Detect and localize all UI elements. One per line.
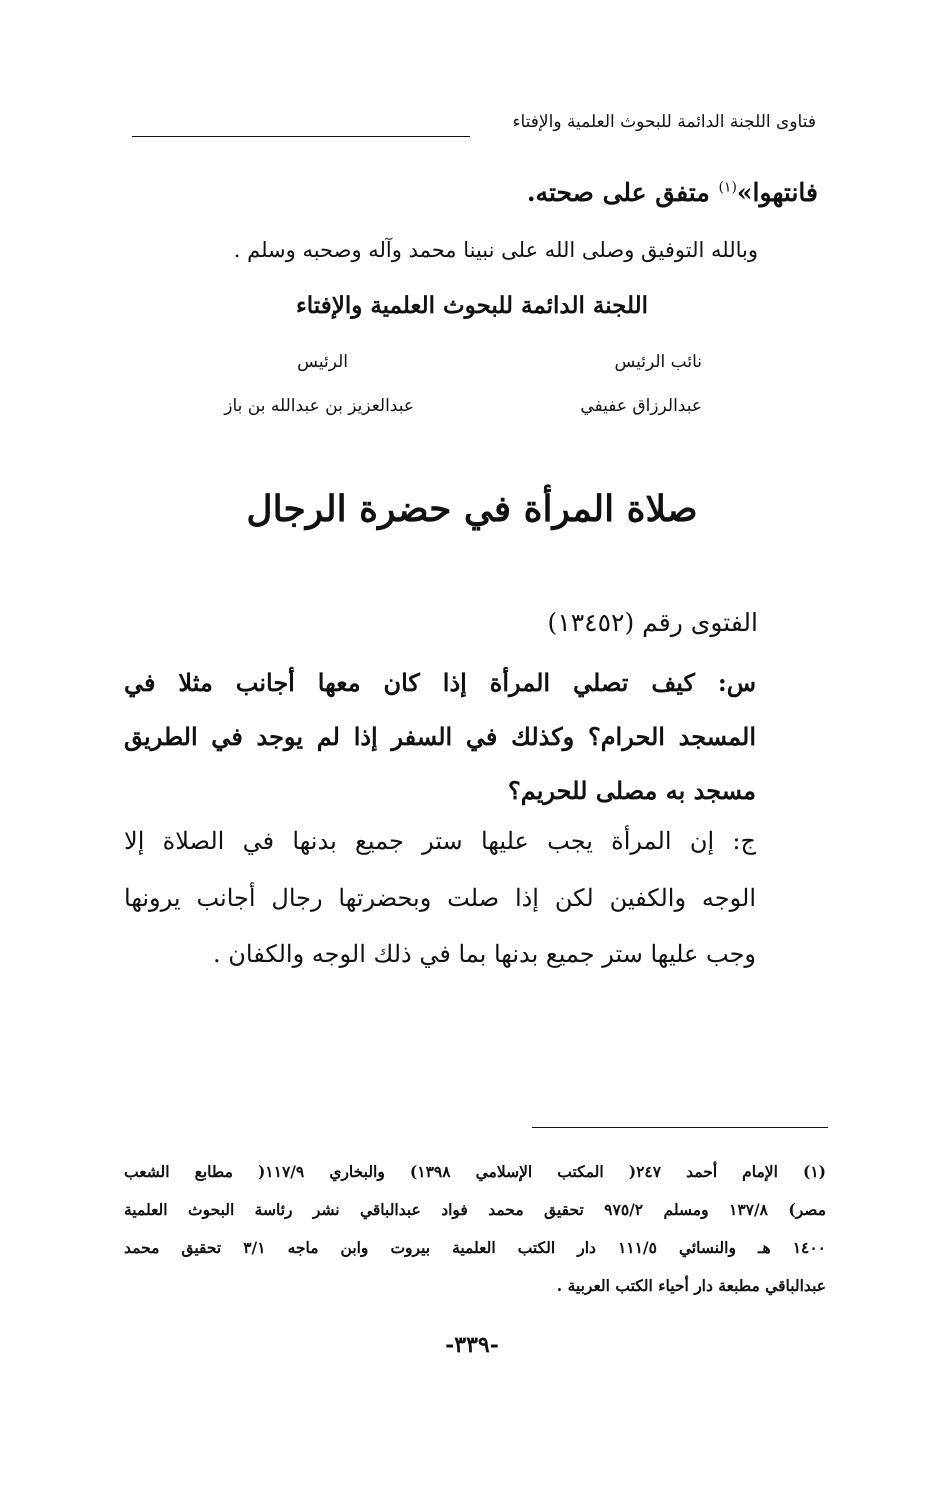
question-line: مسجد به مصلى للحريم؟ (508, 776, 756, 805)
header-rule (132, 136, 470, 137)
question-line: س: كيف تصلي المرأة إذا كان معها أجانب مثلا في (124, 668, 756, 697)
vice-president-name: عبدالرزاق عفيفي (580, 396, 702, 416)
opening-quote-end: فانتهوا» (736, 178, 818, 207)
president-title: الرئيس (297, 352, 348, 372)
previous-fatwa-opening (527, 178, 818, 207)
footnote-line: مصر) ١٣٧/٨ ومسلم ٩٧٥/٢ تحقيق محمد فواد عبدالباقي نشر رئاسة البحوث العلمية (124, 1200, 826, 1219)
running-header: فتاوى اللجنة الدائمة للبحوث العلمية والإفتاء (512, 112, 816, 132)
footnote-line: عبدالباقي مطبعة دار أحياء الكتب العربية . (556, 1276, 826, 1295)
section-title: صلاة المرأة في حضرة الرجال (246, 488, 698, 530)
opening-rest: متفق على صحته. (526, 178, 719, 207)
committee-name: اللجنة الدائمة للبحوث العلمية والإفتاء (295, 292, 649, 319)
answer-line: ج: إن المرأة يجب عليها ستر جميع بدنها في الصلاة إلا (124, 827, 756, 855)
fatwa-number: الفتوى رقم (١٣٤٥٢) (547, 608, 758, 637)
page-number: -٣٣٩- (445, 1332, 499, 1358)
footnote-line: ١٤٠٠ هـ والنسائي ١١١/٥ دار الكتب العلمية بيروت وابن ماجه ٣/١ تحقيق محمد (124, 1238, 827, 1257)
footnote-reference: (١) (718, 179, 737, 196)
footnote-rule (532, 1127, 828, 1128)
closing-formula: وبالله التوفيق وصلى الله على نبينا محمد وآله وصحبه وسلم . (233, 238, 758, 262)
vice-president-title: نائب الرئيس (614, 352, 702, 372)
president-name: عبدالعزيز بن عبدالله بن باز (224, 396, 414, 416)
answer-line: وجب عليها ستر جميع بدنها بما في ذلك الوجه والكفان . (213, 940, 756, 968)
answer-line: الوجه والكفين لكن إذا صلت وبحضرتها رجال أجانب يرونها (124, 884, 756, 912)
footnote-line: (١) الإمام أحمد ٢٤٧( المكتب الإسلامي ١٣٩٨) والبخاري ١١٧/٩( مطابع الشعب (124, 1162, 827, 1181)
question-line: المسجد الحرام؟ وكذلك في السفر إذا لم يوجد في الطريق (124, 722, 756, 751)
